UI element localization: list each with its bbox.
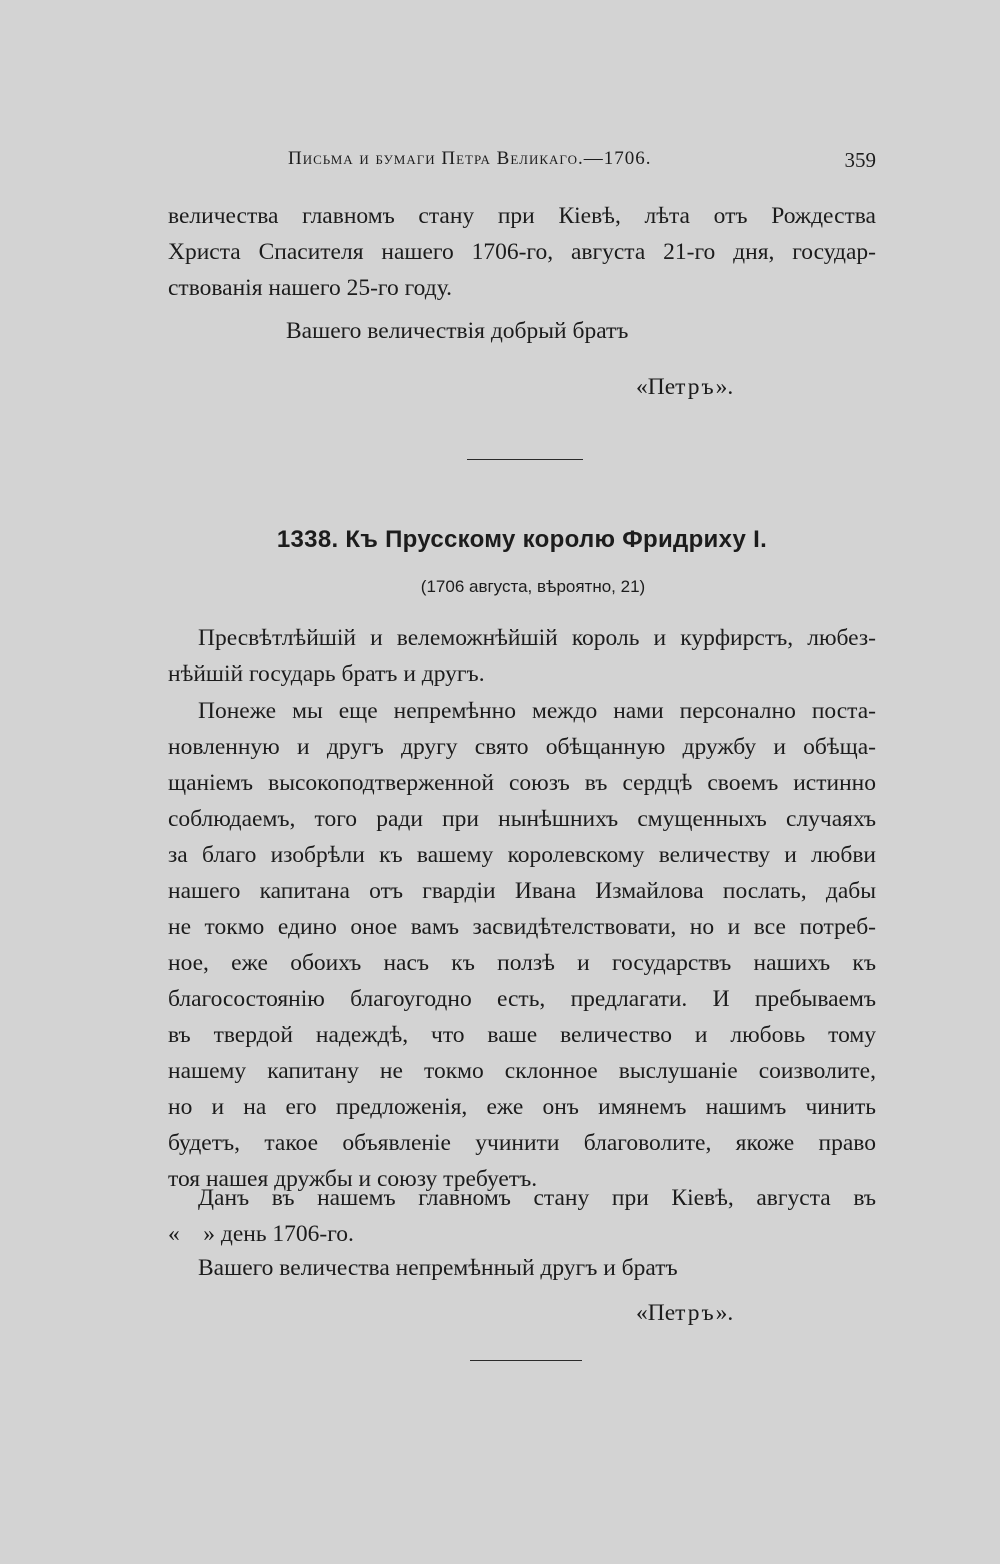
letter-body-paragraph	[168, 693, 876, 1197]
previous-signature: «Петръ».	[636, 374, 734, 400]
text-line: новленную и другъ другу свято обѣщанную дружбу и обѣща-	[168, 734, 876, 760]
section-divider	[470, 1360, 582, 1361]
text-line: ное, еже обоихъ насъ къ ползѣ и государствъ нашихъ къ	[168, 950, 876, 976]
text-line: Понеже мы еще непремѣнно междо нами персонално поста-	[198, 698, 876, 724]
text-line: соблюдаемъ, того ради при нынѣшнихъ смущенныхъ случаяхъ	[168, 806, 876, 832]
text-line: тоя нашея дружбы и союзу требуетъ.	[168, 1166, 538, 1192]
text-line: не токмо едино оное вамъ засвидѣтелствовати, но и все потреб-	[168, 914, 876, 940]
text-line: за благо изобрѣли къ вашему королевскому величеству и любви	[168, 842, 876, 868]
page-header	[168, 148, 876, 174]
letter-salutation	[168, 620, 876, 692]
text-line: въ твердой надеждѣ, что ваше величество и любовь тому	[168, 1022, 876, 1048]
text-line: Данъ въ нашемъ главномъ стану при Кіевѣ, августа въ	[198, 1185, 876, 1211]
running-head: Письма и бумаги Петра Великаго.—1706.	[288, 148, 652, 169]
text-line: благосостоянію благоугодно есть, предлагати. И пребываемъ	[168, 986, 876, 1012]
text-line: нѣйшій государь братъ и другъ.	[168, 661, 485, 687]
letter-place-date	[168, 1180, 876, 1252]
text-line: Христа Спасителя нашего 1706-го, августа 21-го дня, государ-	[168, 239, 876, 265]
letter-date: (1706 августа, вѣроятно, 21)	[420, 577, 646, 596]
text-line: но и на его предложенія, еже онъ имянемъ нашимъ чинить	[168, 1094, 876, 1120]
letter-heading: 1338. Къ Прусскому королю Фридриху I.	[276, 526, 768, 553]
text-line: « » день 1706-го.	[168, 1221, 354, 1247]
text-line: будетъ, такое объявленіе учинити благоволите, якоже право	[168, 1130, 876, 1156]
page-number: 359	[844, 148, 876, 172]
text-line: величества главномъ стану при Кіевѣ, лѣта отъ Рождества	[168, 203, 876, 229]
section-divider	[467, 459, 583, 460]
text-line: нашего капитана отъ гвардіи Ивана Измайлова послать, дабы	[168, 878, 876, 904]
text-line: Пресвѣтлѣйшій и велеможнѣйшій король и курфирстъ, любез-	[198, 625, 876, 651]
text-line: ствованія нашего 25-го году.	[168, 275, 452, 301]
previous-letter-ending	[168, 198, 876, 306]
text-line: щаніемъ высокоподтверженной союзъ въ сердцѣ своемъ истинно	[168, 770, 876, 796]
previous-closing: Вашего величествія добрый братъ	[286, 318, 629, 344]
letter-signature: «Петръ».	[636, 1300, 734, 1326]
letter-closing: Вашего величества непремѣнный другъ и братъ	[198, 1255, 678, 1281]
text-line: нашему капитану не токмо склонное выслушаніе соизволите,	[168, 1058, 876, 1084]
